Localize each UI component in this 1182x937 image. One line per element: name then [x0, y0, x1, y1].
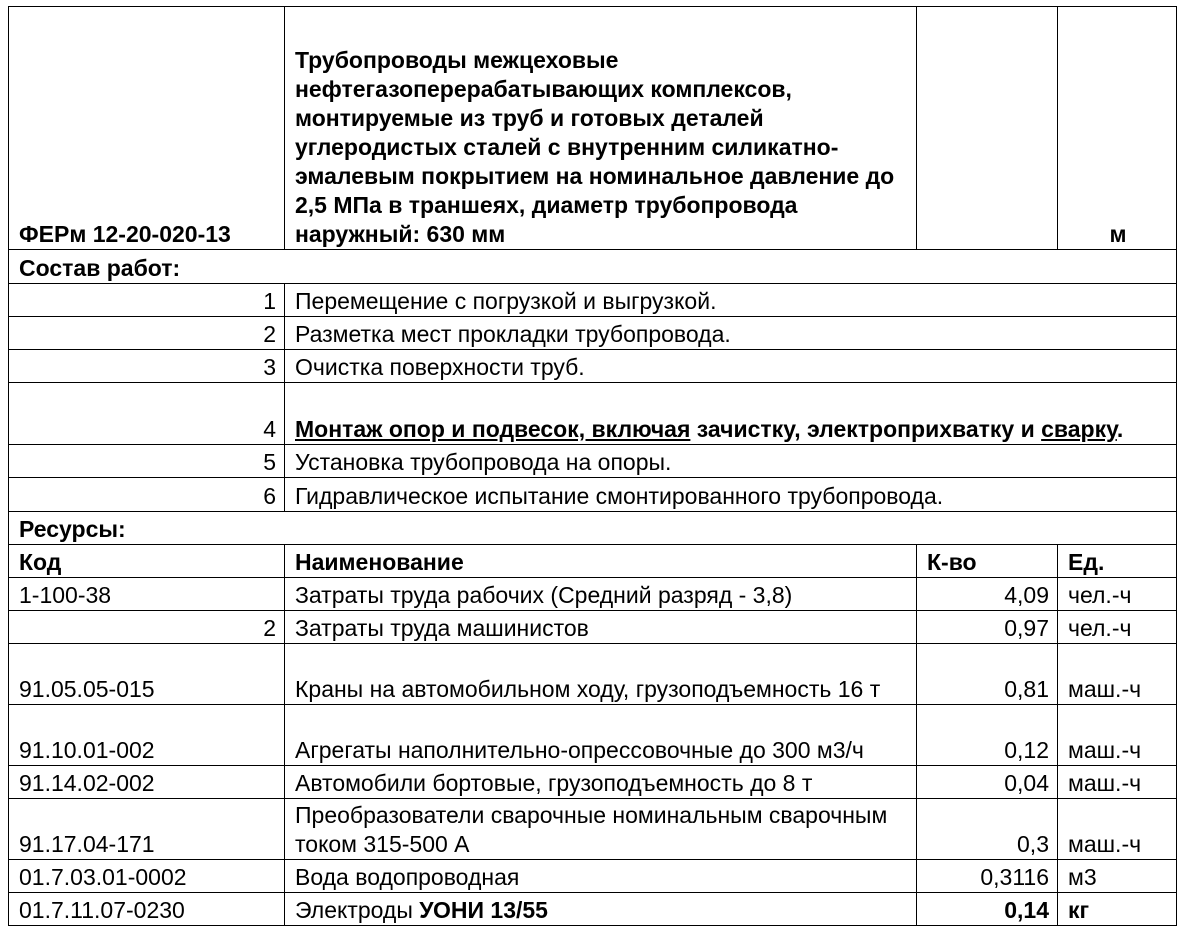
work-item-num: 2: [9, 317, 285, 350]
work-heading: Состав работ:: [9, 250, 1177, 284]
work-item-num: 1: [9, 284, 285, 317]
resource-qty: 0,04: [917, 766, 1058, 799]
resource-name: Агрегаты наполнительно-опрессовочные до 300 м3/ч: [285, 705, 917, 766]
resource-code: 91.10.01-002: [9, 705, 285, 766]
work-item-text-underlined: сварку: [1041, 416, 1117, 442]
work-item-text: Установка трубопровода на опоры.: [285, 445, 1177, 478]
resources-heading: Ресурсы:: [9, 512, 1177, 545]
resource-qty: 0,97: [917, 611, 1058, 644]
resource-code: 01.7.11.07-0230: [9, 893, 285, 926]
resource-name: [285, 893, 917, 926]
resource-code: 91.05.05-015: [9, 644, 285, 705]
resource-row: [9, 578, 1177, 611]
resource-unit: кг: [1058, 893, 1177, 926]
resource-code: 91.17.04-171: [9, 799, 285, 860]
column-header-name: Наименование: [285, 545, 917, 578]
resource-name: Затраты труда рабочих (Средний разряд - 3,8): [285, 578, 917, 611]
resource-row: [9, 799, 1177, 860]
resource-unit: чел.-ч: [1058, 578, 1177, 611]
resource-unit: маш.-ч: [1058, 766, 1177, 799]
resources-heading-row: [9, 512, 1177, 545]
work-heading-row: [9, 250, 1177, 284]
resource-code: 91.14.02-002: [9, 766, 285, 799]
resource-row: [9, 644, 1177, 705]
resource-name: Краны на автомобильном ходу, грузоподъемность 16 т: [285, 644, 917, 705]
work-item-text-middle: зачистку, электроприхватку и: [690, 416, 1042, 442]
norm-unit: м: [1058, 7, 1177, 250]
work-item: [9, 350, 1177, 383]
fer-table: [8, 6, 1177, 926]
resource-code: 1-100-38: [9, 578, 285, 611]
work-item-text-end: .: [1116, 416, 1124, 442]
work-item: [9, 317, 1177, 350]
work-item: [9, 284, 1177, 317]
resource-qty: 4,09: [917, 578, 1058, 611]
resource-row: [9, 860, 1177, 893]
norm-title: Трубопроводы межцеховые нефтегазоперерабатывающих комплексов, монтируемые из труб и готовых деталей углеродистых сталей с внутренним силикатно-эмалевым покрытием на номинальное давление до 2,5 МПа в траншеях, диаметр трубопровода наружный: 630 мм: [285, 7, 917, 250]
work-item: [9, 478, 1177, 512]
work-item-text: Очистка поверхности труб.: [285, 350, 1177, 383]
column-header-code: Код: [9, 545, 285, 578]
resource-qty: 0,3116: [917, 860, 1058, 893]
norm-qty-cell: [917, 7, 1058, 250]
resource-qty: 0,12: [917, 705, 1058, 766]
resource-qty: 0,81: [917, 644, 1058, 705]
resource-unit: маш.-ч: [1058, 799, 1177, 860]
resource-name: Автомобили бортовые, грузоподъемность до 8 т: [285, 766, 917, 799]
resource-name-bold: УОНИ 13/55: [419, 897, 548, 923]
resource-row: [9, 705, 1177, 766]
work-item: [9, 445, 1177, 478]
resource-name: Вода водопроводная: [285, 860, 917, 893]
work-item: [9, 383, 1177, 445]
work-item-text: Перемещение с погрузкой и выгрузкой.: [285, 284, 1177, 317]
resource-unit: чел.-ч: [1058, 611, 1177, 644]
work-item-text: [285, 383, 1177, 445]
resource-unit: м3: [1058, 860, 1177, 893]
resource-name: Преобразователи сварочные номинальным сварочным током 315-500 А: [285, 799, 917, 860]
work-item-text: Гидравлическое испытание смонтированного трубопровода.: [285, 478, 1177, 512]
work-item-num: 3: [9, 350, 285, 383]
resource-code: 2: [9, 611, 285, 644]
resource-row: [9, 893, 1177, 926]
resource-name-plain: Электроды: [295, 897, 420, 923]
norm-code: ФЕРм 12-20-020-13: [9, 7, 285, 250]
resource-unit: маш.-ч: [1058, 644, 1177, 705]
work-item-text: Разметка мест прокладки трубопровода.: [285, 317, 1177, 350]
resources-column-headers: [9, 545, 1177, 578]
resource-code: 01.7.03.01-0002: [9, 860, 285, 893]
resource-qty: 0,3: [917, 799, 1058, 860]
resource-name: Затраты труда машинистов: [285, 611, 917, 644]
header-row: [9, 7, 1177, 250]
column-header-unit: Ед.: [1058, 545, 1177, 578]
resource-qty: 0,14: [917, 893, 1058, 926]
resource-unit: маш.-ч: [1058, 705, 1177, 766]
column-header-qty: К-во: [917, 545, 1058, 578]
work-item-num: 5: [9, 445, 285, 478]
resource-row: [9, 611, 1177, 644]
resource-row: [9, 766, 1177, 799]
work-item-num: 6: [9, 478, 285, 512]
work-item-text-underlined: Монтаж опор и подвесок, включая: [295, 416, 691, 442]
work-item-num: 4: [9, 383, 285, 445]
